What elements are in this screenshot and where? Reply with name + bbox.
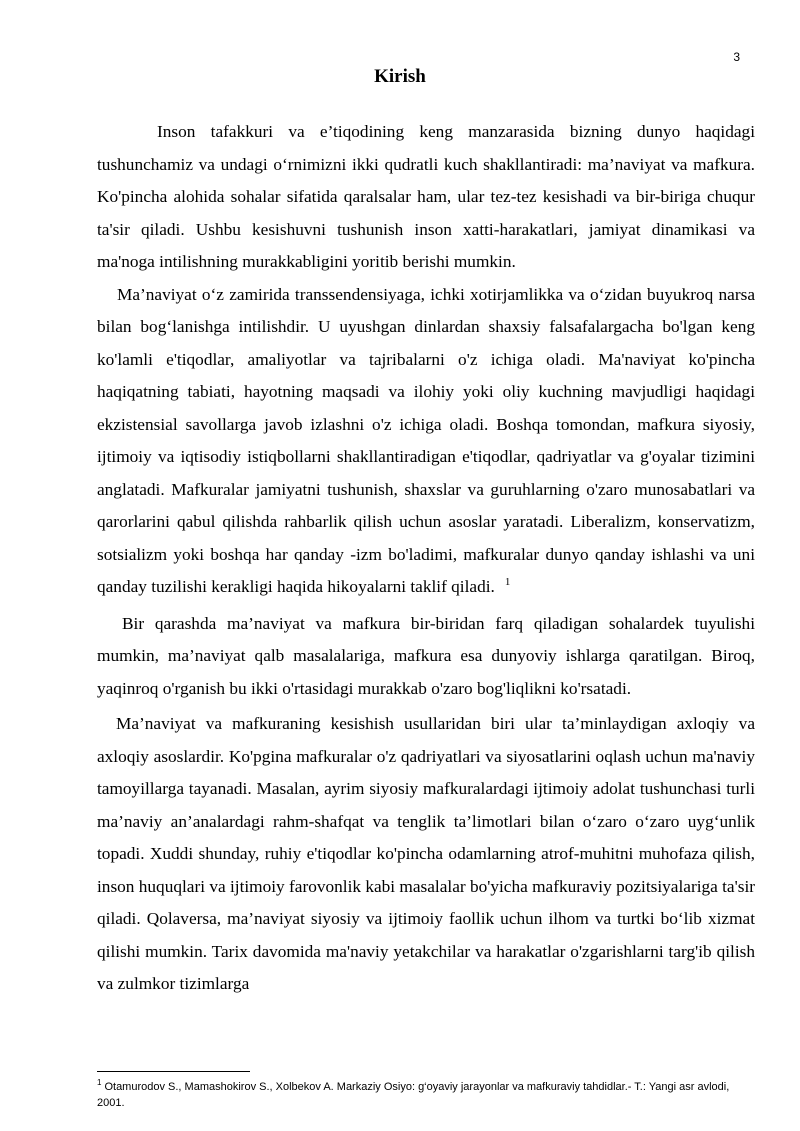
paragraph-2-text: Ma’naviyat o‘z zamirida transsendensiyaga, ichki xotirjamlikka va o‘zidan buyukroq narsa bilan bog‘lanishga intilishdir. U uyushgan dinlardan shaxsiy falsafalargacha bo'lgan keng ko'lamli e'tiqodlar, amaliyotlar va tajribalarni o'z ichiga oladi. Ma'naviyat ko'pincha haqiqatning tabiati, hayotning maqsadi va ilohiy yoki oliy kuchning mavjudligi haqidagi ekzistensial savollarga javob izlashni o'z ichiga oladi. Boshqa tomondan, mafkura siyosiy, ijtimoiy va iqtisodiy istiqbollarni shakllantiradigan e'tiqodlar, qadriyatlar va g'oyalar tizimini anglatadi. Mafkuralar jamiyatni tushunish, shaxslar va guruhlarning o'zaro munosabatlari va qarorlarini qabul qilishda rahbarlik qilish uchun asoslar yaratadi. Liberalizm, konservatizm, sotsializm yoki boshqa har qanday -izm bo'ladimi, mafkuralar dunyo qanday ishlashi va uni qanday tuzilishi kerakligi haqida hikoyalarni taklif qiladi.	[97, 284, 755, 596]
page-number: 3	[733, 50, 740, 64]
footnote-text: Otamurodov S., Mamashokirov S., Xolbekov A. Markaziy Osiyo: g‘oyaviy jarayonlar va mafkuraviy tahdidlar.- T.: Yangi asr avlodi, 2001.	[97, 1081, 730, 1109]
footnote	[97, 1079, 757, 1111]
document-body	[97, 116, 755, 1001]
paragraph-3: Bir qarashda ma’naviyat va mafkura bir-biridan farq qiladigan sohalardek tuyulishi mumkin, ma’naviyat qalb masalalariga, mafkura esa dunyoviy ishlarga qaratilgan. Biroq, yaqinroq o'rganish bu ikki o'rtasidagi murakkab o'zaro bog'liqlikni ko'rsatadi.	[97, 613, 755, 698]
paragraph-2	[97, 279, 755, 604]
paragraph-1: Inson tafakkuri va e’tiqodining keng manzarasida bizning dunyo haqidagi tushunchamiz va undagi o‘rnimizni ikki qudratli kuch shakllantiradi: ma’naviyat va mafkura. Ko'pincha alohida sohalar sifatida qaralsalar ham, ular tez-tez kesishadi va bir-biriga chuqur ta'sir qiladi. Ushbu kesishuvni tushunish inson xatti-harakatlari, jamiyat dinamikasi va ma'noga intilishning murakkabligini yoritib berishi mumkin.	[97, 122, 755, 271]
paragraph-4: Ma’naviyat va mafkuraning kesishish usullaridan biri ular ta’minlaydigan axloqiy va axloqiy asoslardir. Ko'pgina mafkuralar o'z qadriyatlari va siyosatlarini oqlash uchun ma'naviy tamoyillarga tayanadi. Masalan, ayrim siyosiy mafkuralardagi ijtimoiy adolat tushunchasi turli ma’naviy an’analardagi rahm-shafqat va tenglik ta’limotlari bilan o‘zaro o‘zaro uyg‘unlik topadi. Xuddi shunday, ruhiy e'tiqodlar ko'pincha odamlarning atrof-muhitni muhofaza qilish, inson huquqlari va ijtimoiy farovonlik kabi masalalar bo'yicha mafkuraviy pozitsiyalariga ta'sir qiladi. Qolaversa, ma’naviyat siyosiy va ijtimoiy faollik uchun ilhom va turtki bo‘lib xizmat qilishi mumkin. Tarix davomida ma'naviy yetakchilar va harakatlar o'zgarishlarni targ'ib qilish va zulmkor tizimlarga	[97, 714, 755, 993]
footnote-reference[interactable]: 1	[504, 576, 511, 589]
page-title: Kirish	[374, 66, 426, 87]
footnote-separator	[97, 1071, 250, 1072]
footnote-number: 1	[97, 1078, 102, 1088]
